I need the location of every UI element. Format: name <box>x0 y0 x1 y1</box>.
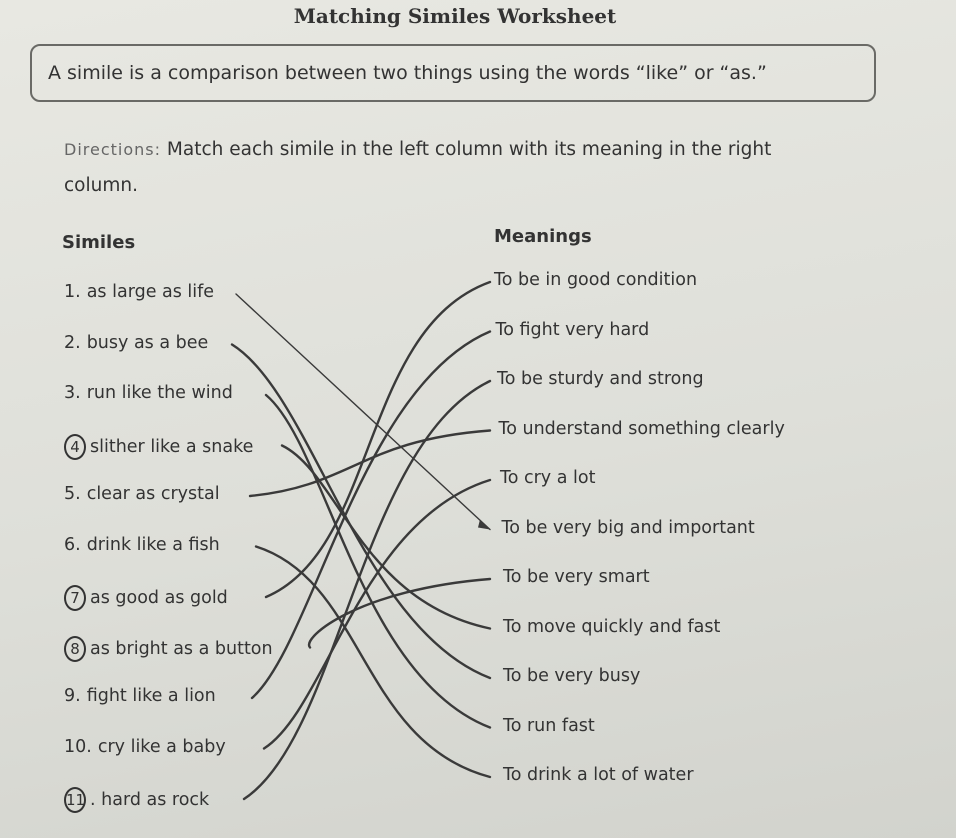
match-line <box>252 332 490 699</box>
match-line <box>282 446 490 629</box>
meaning-item: To be very big and important <box>501 517 755 538</box>
meanings-heading: Meanings <box>494 226 592 247</box>
meaning-item: To run fast <box>503 715 595 736</box>
directions-text: Match each simile in the left column with its meaning in the right column. <box>64 139 772 196</box>
match-line <box>236 294 490 530</box>
meaning-item: To be sturdy and strong <box>497 369 704 389</box>
simile-text: drink like a fish <box>86 534 220 555</box>
simile-number: 3. <box>64 383 81 403</box>
definition-text: A simile is a comparison between two things using the words “like” or “as.” <box>48 62 767 84</box>
simile-text: run like the wind <box>86 383 233 403</box>
meaning-item: To drink a lot of water <box>503 765 694 785</box>
simile-number: 8 <box>64 636 86 662</box>
directions-label: Directions: <box>64 140 162 159</box>
simile-number: 5. <box>64 484 81 504</box>
simile-number: 4 <box>64 434 86 460</box>
meaning-item: To be very smart <box>503 567 650 587</box>
simile-number: 1. <box>64 282 81 302</box>
simile-number: 7 <box>64 585 86 611</box>
simile-number: 9. <box>64 686 81 706</box>
simile-text: as bright as a button <box>90 638 273 659</box>
similes-heading: Similes <box>62 232 136 253</box>
simile-text: fight like a lion <box>86 686 216 706</box>
meaning-item: To be in good condition <box>494 270 698 290</box>
simile-text: . hard as rock <box>90 790 210 810</box>
meaning-item: To understand something clearly <box>498 418 785 439</box>
match-line <box>232 345 490 679</box>
meaning-item: To cry a lot <box>500 468 596 488</box>
arrowhead <box>478 520 490 530</box>
match-line <box>266 282 490 597</box>
simile-number: 10. <box>64 736 92 757</box>
simile-text: cry like a baby <box>97 736 226 757</box>
simile-number: 6. <box>64 534 81 555</box>
simile-text: as large as life <box>86 282 215 302</box>
simile-number: 2. <box>64 332 81 353</box>
simile-number: 11 <box>64 787 86 813</box>
worksheet-title: Matching Similes Worksheet <box>293 4 617 28</box>
meaning-item: To move quickly and fast <box>503 616 721 637</box>
meaning-item: To be very busy <box>503 666 641 686</box>
simile-text: as good as gold <box>90 588 228 608</box>
simile-text: clear as crystal <box>86 484 220 504</box>
simile-text: busy as a bee <box>86 332 209 353</box>
simile-text: slither like a snake <box>90 436 254 457</box>
meaning-item: To fight very hard <box>495 319 650 340</box>
